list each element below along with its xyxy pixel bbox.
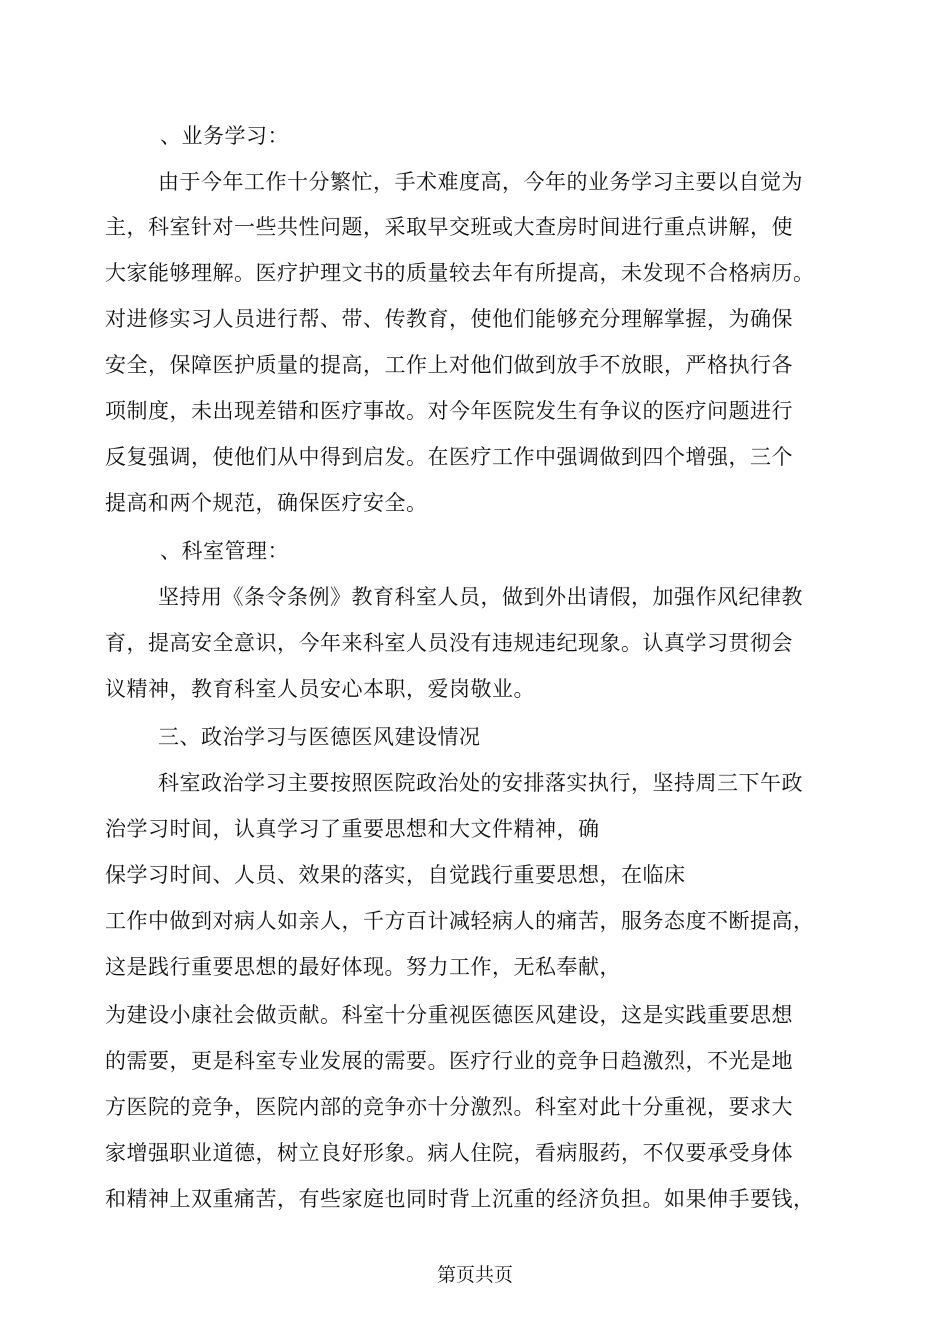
paragraph-line: 家增强职业道德，树立良好形象。病人住院，看病服药，不仅要承受身体: [105, 1141, 793, 1165]
paragraph-line: 和精神上双重痛苦，有些家庭也同时背上沉重的经济负担。如果伸手要钱，: [105, 1187, 815, 1211]
paragraph-line: 议精神，教育科室人员安心本职，爱岗敬业。: [105, 677, 535, 701]
paragraph-line: 育，提高安全意识，今年来科室人员没有违规违纪现象。认真学习贯彻会: [105, 631, 793, 655]
paragraph-line: 的需要，更是科室专业发展的需要。医疗行业的竞争日趋激烈，不光是地: [105, 1049, 793, 1073]
page-footer: 第页共页: [436, 1264, 513, 1286]
paragraph-line: 方医院的竞争，医院内部的竞争亦十分激烈。科室对此十分重视，要求大: [105, 1095, 793, 1119]
section-heading-department-management: 、科室管理：: [160, 539, 289, 563]
paragraph-line: 科室政治学习主要按照医院政治处的安排落实执行，坚持周三下午政: [158, 771, 803, 795]
paragraph-line: 工作中做到对病人如亲人，千方百计减轻病人的痛苦，服务态度不断提高，: [105, 909, 815, 933]
section-heading-business-study: 、业务学习：: [160, 124, 289, 148]
paragraph-line: 大家能够理解。医疗护理文书的质量较去年有所提高，未发现不合格病历。: [105, 261, 815, 285]
paragraph-line: 提高和两个规范，确保医疗安全。: [105, 491, 428, 515]
paragraph-line: 这是践行重要思想的最好体现。努力工作，无私奉献，: [105, 955, 621, 979]
paragraph-line: 反复强调，使他们从中得到启发。在医疗工作中强调做到四个增强，三个: [105, 445, 793, 469]
paragraph-line: 安全，保障医护质量的提高，工作上对他们做到放手不放眼，严格执行各: [105, 353, 793, 377]
section-heading-political-study: 三、政治学习与医德医风建设情况: [158, 725, 481, 749]
paragraph-line: 为建设小康社会做贡献。科室十分重视医德医风建设，这是实践重要思想: [105, 1003, 793, 1027]
paragraph-line: 项制度，未出现差错和医疗事故。对今年医院发生有争议的医疗问题进行: [105, 399, 793, 423]
paragraph-line: 对进修实习人员进行帮、带、传教育，使他们能够充分理解掌握，为确保: [105, 307, 793, 331]
paragraph-line: 坚持用《条令条例》教育科室人员，做到外出请假，加强作风纪律教: [158, 585, 803, 609]
paragraph-line: 由于今年工作十分繁忙，手术难度高，今年的业务学习主要以自觉为: [158, 170, 803, 194]
paragraph-line: 主，科室针对一些共性问题，采取早交班或大查房时间进行重点讲解，使: [105, 215, 793, 239]
paragraph-line: 保学习时间、人员、效果的落实，自觉践行重要思想，在临床: [105, 863, 686, 887]
paragraph-line: 治学习时间，认真学习了重要思想和大文件精神，确: [105, 817, 600, 841]
